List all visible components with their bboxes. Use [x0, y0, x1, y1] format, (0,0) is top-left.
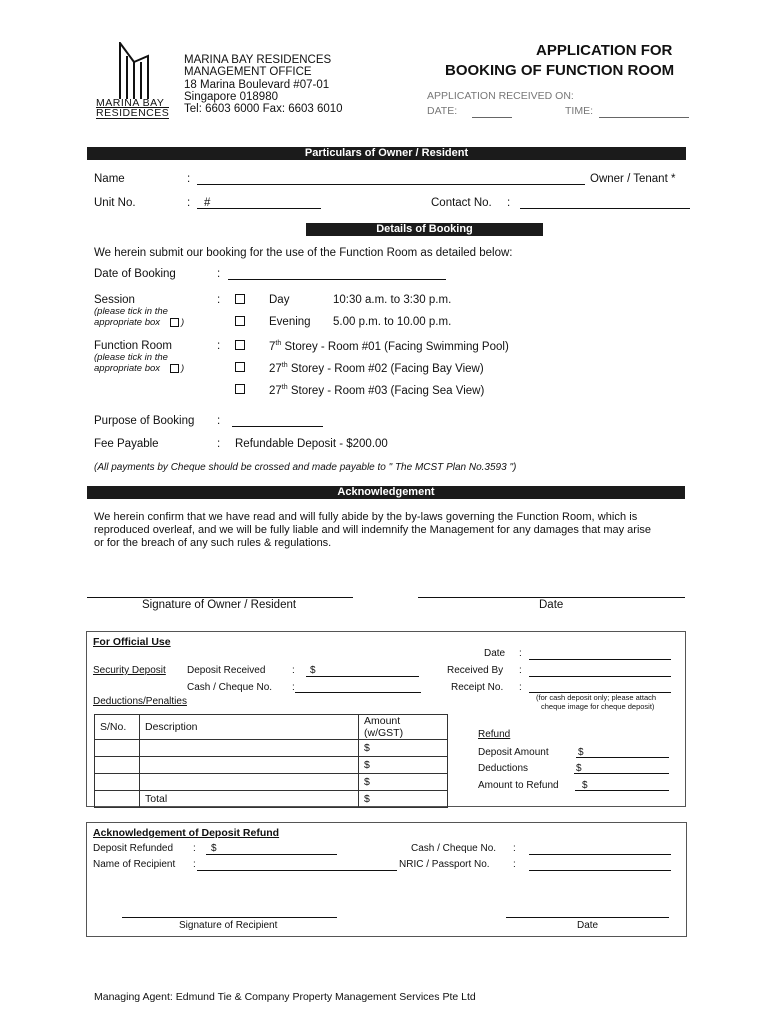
- logo-text-line1: MARINA BAY: [96, 97, 165, 109]
- office-dept: MANAGEMENT OFFICE: [184, 66, 312, 78]
- office-contact: Tel: 6603 6000 Fax: 6603 6010: [184, 103, 343, 115]
- table-cell-amount[interactable]: $: [359, 740, 448, 757]
- unit-colon: :: [187, 197, 191, 209]
- room-03-label: 27th Storey - Room #03 (Facing Sea View): [269, 384, 485, 397]
- recipient-signature-field[interactable]: [122, 917, 337, 918]
- table-header-row: [95, 715, 448, 740]
- refund-cash-cheque-field[interactable]: [529, 854, 671, 855]
- deposit-refunded-label: Deposit Refunded: [93, 843, 174, 854]
- room-02-checkbox[interactable]: [235, 362, 245, 372]
- table-cell-sno[interactable]: [95, 774, 140, 791]
- nric-field[interactable]: [529, 870, 671, 871]
- receipt-no-label: Receipt No.: [451, 682, 504, 693]
- name-colon: :: [187, 173, 191, 185]
- table-cell-amount[interactable]: $: [359, 774, 448, 791]
- table-row: [95, 757, 448, 774]
- table-cell-description[interactable]: [140, 757, 359, 774]
- room-note-box-icon: [170, 364, 179, 373]
- session-day-label: Day: [269, 294, 290, 306]
- room-02-label: 27th Storey - Room #02 (Facing Bay View): [269, 362, 484, 375]
- office-address1: 18 Marina Boulevard #07-01: [184, 79, 330, 91]
- purpose-colon: :: [217, 415, 221, 427]
- payment-note: (All payments by Cheque should be crossed and made payable to " The MCST Plan No.3593 "): [94, 462, 517, 473]
- recipient-signature-label: Signature of Recipient: [179, 920, 278, 931]
- received-by-colon: :: [519, 665, 522, 676]
- contact-field[interactable]: [520, 208, 690, 209]
- official-date-field[interactable]: [529, 659, 671, 660]
- footer-agent: Managing Agent: Edmund Tie & Company Property Management Services Pte Ltd: [94, 991, 476, 1003]
- refund-deductions-field[interactable]: [574, 773, 669, 774]
- fee-label: Fee Payable: [94, 438, 159, 450]
- ack-date-field[interactable]: [418, 597, 685, 598]
- particulars-heading: Particulars of Owner / Resident: [87, 147, 686, 160]
- room-note1: (please tick in the: [94, 352, 168, 363]
- form-title-line2: BOOKING OF FUNCTION ROOM: [445, 62, 675, 79]
- ack-text-line3: or for the breach of any such rules & regulations.: [94, 537, 332, 549]
- table-row: [95, 774, 448, 791]
- session-label: Session: [94, 294, 135, 306]
- session-evening-checkbox[interactable]: [235, 316, 245, 326]
- name-label: Name: [94, 173, 125, 185]
- refund-deposit-dollar: $: [578, 747, 584, 758]
- deductions-label: Deductions/Penalties: [93, 696, 187, 707]
- unit-hash: #: [204, 197, 211, 209]
- cash-cheque-label: Cash / Cheque No.: [187, 682, 273, 693]
- deposit-refunded-colon: :: [193, 843, 196, 854]
- acknowledgement-heading: Acknowledgement: [87, 486, 685, 499]
- purpose-label: Purpose of Booking: [94, 415, 195, 427]
- contact-colon: :: [507, 197, 511, 209]
- ack-date-label: Date: [539, 599, 564, 611]
- received-time-field[interactable]: [599, 117, 689, 118]
- office-address2: Singapore 018980: [184, 91, 278, 103]
- deposit-refunded-field[interactable]: [206, 854, 337, 855]
- receipt-no-colon: :: [519, 682, 522, 693]
- office-name: MARINA BAY RESIDENCES: [184, 54, 332, 66]
- refund-amount-label: Amount to Refund: [478, 780, 559, 791]
- official-date-colon: :: [519, 648, 522, 659]
- unit-field[interactable]: [197, 208, 321, 209]
- logo-mark-icon: [117, 42, 153, 100]
- table-cell-sno: [95, 791, 140, 808]
- table-total-amount[interactable]: $: [359, 791, 448, 808]
- booking-date-field[interactable]: [228, 279, 446, 280]
- session-note-close: ): [181, 317, 185, 328]
- session-note2: appropriate box: [94, 317, 161, 328]
- refund-deductions-dollar: $: [576, 763, 582, 774]
- cash-cheque-field[interactable]: [295, 692, 421, 693]
- deposit-received-colon: :: [292, 665, 295, 676]
- session-note1: (please tick in the: [94, 306, 168, 317]
- session-note-box-icon: [170, 318, 179, 327]
- unit-label: Unit No.: [94, 197, 136, 209]
- booking-date-colon: :: [217, 268, 221, 280]
- table-cell-amount[interactable]: $: [359, 757, 448, 774]
- table-total-row: [95, 791, 448, 808]
- table-row: [95, 740, 448, 757]
- refund-amount-field[interactable]: [575, 790, 669, 791]
- room-01-label: 7th Storey - Room #01 (Facing Swimming Pool): [269, 340, 509, 353]
- table-cell-description[interactable]: [140, 740, 359, 757]
- ack-text-line2: reproduced overleaf, and we will be fully liable and will indemnify the Management for any damages that may arise: [94, 524, 652, 536]
- received-by-label: Received By: [447, 665, 504, 676]
- owner-tenant-label: Owner / Tenant *: [590, 173, 676, 185]
- contact-label: Contact No.: [431, 197, 492, 209]
- refund-ack-heading: Acknowledgement of Deposit Refund: [93, 827, 280, 839]
- refund-cash-cheque-label: Cash / Cheque No.: [411, 843, 497, 854]
- refund-cash-cheque-colon: :: [513, 843, 516, 854]
- room-03-checkbox[interactable]: [235, 384, 245, 394]
- refund-date-field[interactable]: [506, 917, 669, 918]
- table-cell-sno[interactable]: [95, 757, 140, 774]
- refund-deductions-label: Deductions: [478, 763, 529, 774]
- table-header-amount: Amount (w/GST): [359, 715, 448, 740]
- nric-colon: :: [513, 859, 516, 870]
- deposit-received-field[interactable]: [306, 676, 419, 677]
- received-label: APPLICATION RECEIVED ON:: [427, 90, 574, 102]
- name-field[interactable]: [197, 184, 585, 185]
- recipient-name-colon: :: [193, 859, 196, 870]
- session-colon: :: [217, 294, 221, 306]
- deposit-refunded-dollar: $: [211, 843, 217, 854]
- nric-label: NRIC / Passport No.: [399, 859, 490, 870]
- recipient-name-field[interactable]: [197, 870, 397, 871]
- refund-date-label: Date: [577, 920, 599, 931]
- ack-text-line1: We herein confirm that we have read and will fully abide by the by-laws governing the Function Room, which is: [94, 511, 638, 523]
- owner-signature-label: Signature of Owner / Resident: [142, 599, 297, 611]
- booking-date-label: Date of Booking: [94, 268, 176, 280]
- room-note2: appropriate box: [94, 363, 161, 374]
- deposit-received-label: Deposit Received: [187, 665, 266, 676]
- table-header-sno: S/No.: [95, 715, 140, 740]
- fee-value: Refundable Deposit - $200.00: [235, 438, 388, 450]
- session-day-time: 10:30 a.m. to 3:30 p.m.: [333, 294, 452, 306]
- receipt-note1: (for cash deposit only; please attach: [536, 693, 657, 702]
- room-note-close: ): [181, 363, 185, 374]
- received-by-field[interactable]: [529, 676, 671, 677]
- official-heading: For Official Use: [93, 636, 171, 648]
- table-cell-description[interactable]: [140, 774, 359, 791]
- room-01-checkbox[interactable]: [235, 340, 245, 350]
- deposit-received-dollar: $: [310, 665, 316, 676]
- logo-text-line2: RESIDENCES: [96, 107, 170, 119]
- booking-intro: We herein submit our booking for the use of the Function Room as detailed below:: [94, 247, 513, 259]
- official-date-label: Date: [484, 648, 506, 659]
- form-title-line1: APPLICATION FOR: [536, 42, 673, 59]
- table-header-description: Description: [140, 715, 359, 740]
- refund-amount-dollar: $: [582, 780, 588, 791]
- received-time-label: TIME:: [565, 105, 593, 117]
- deductions-table: [94, 714, 448, 808]
- recipient-name-label: Name of Recipient: [93, 859, 176, 870]
- security-deposit-label: Security Deposit: [93, 665, 166, 676]
- receipt-note2: cheque image for cheque deposit): [541, 702, 655, 711]
- received-date-label: DATE:: [427, 105, 458, 117]
- refund-deposit-field[interactable]: [576, 757, 669, 758]
- booking-heading: Details of Booking: [306, 223, 543, 236]
- table-cell-sno[interactable]: [95, 740, 140, 757]
- owner-signature-field[interactable]: [87, 597, 353, 598]
- cash-cheque-colon: :: [292, 682, 295, 693]
- session-evening-label: Evening: [269, 316, 311, 328]
- fee-colon: :: [217, 438, 221, 450]
- room-label: Function Room: [94, 340, 172, 352]
- session-evening-time: 5.00 p.m. to 10.00 p.m.: [333, 316, 452, 328]
- session-day-checkbox[interactable]: [235, 294, 245, 304]
- room-colon: :: [217, 340, 221, 352]
- refund-deposit-label: Deposit Amount: [478, 747, 549, 758]
- table-total-label: Total: [140, 791, 359, 808]
- refund-heading: Refund: [478, 729, 511, 740]
- received-date-field[interactable]: [472, 117, 512, 118]
- purpose-field[interactable]: [232, 426, 323, 427]
